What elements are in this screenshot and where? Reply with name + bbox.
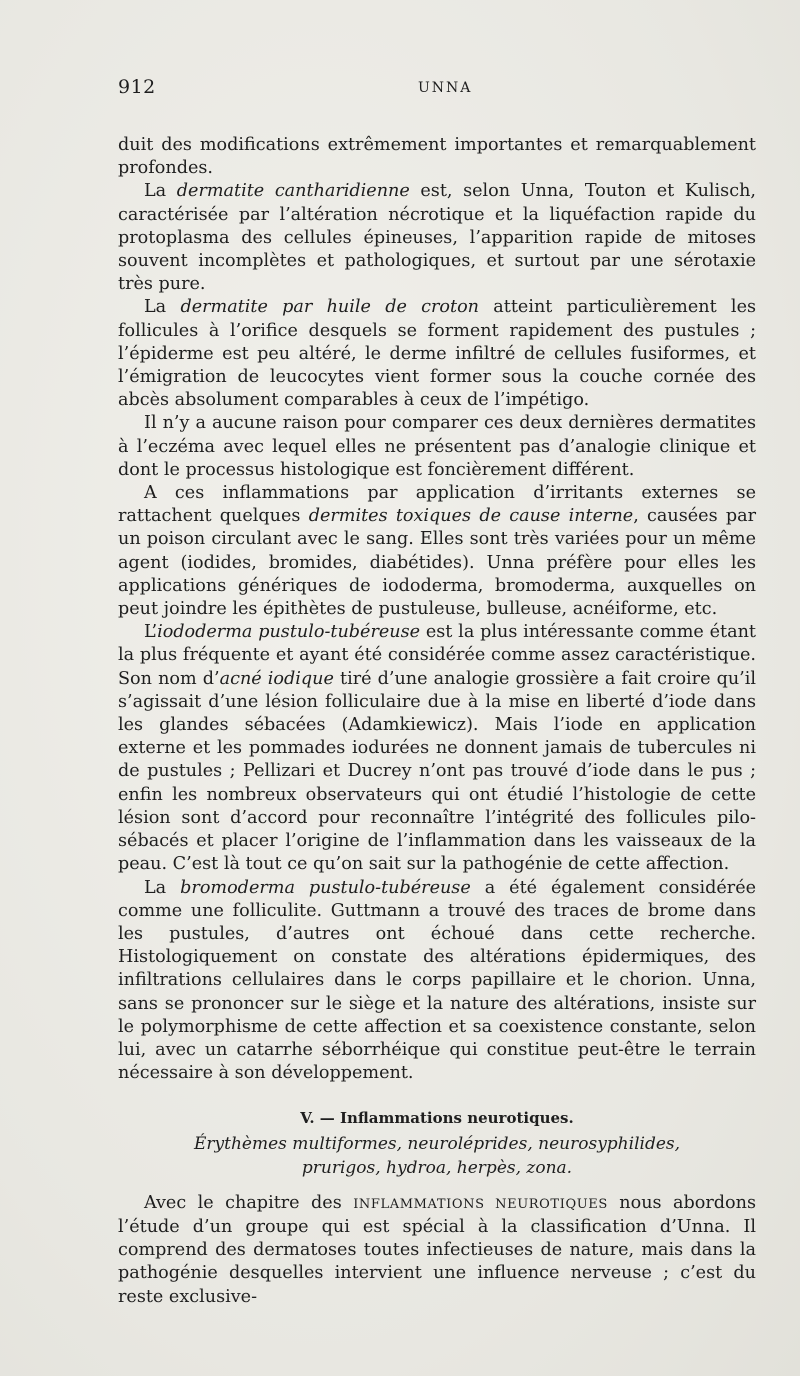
paragraph-text: Il n’y a aucune raison pour comparer ces deux dernières dermatites à l’eczéma avec lequel elles ne présentent pas d’analogie clinique et dont le processus histologique est foncièrement différent.: [118, 413, 756, 480]
section-subtitle: Érythèmes multiformes, neuroléprides, neurosyphilides, prurigos, hydroa, herpès, zona.: [193, 1134, 681, 1178]
paragraph: [118, 1192, 756, 1309]
italic-term: acné iodique: [219, 668, 334, 689]
italic-term: dermatite cantharidienne: [176, 181, 410, 202]
small-caps-term: INFLAMMATIONS NEUROTIQUES: [353, 1196, 608, 1212]
italic-term: bromoderma pustulo-tubéreuse: [180, 877, 471, 898]
paragraph-text: A ces inflammations par application d’irritants externes se rattachent quelques: [118, 483, 756, 527]
paragraph: [118, 412, 756, 482]
italic-term: dermites toxiques de cause interne: [308, 506, 634, 527]
italic-term: dermatite par huile de croton: [180, 297, 480, 318]
page-number: 912: [118, 76, 156, 98]
paragraph-text: a été également considérée comme une folliculite. Guttmann a trouvé des traces de brome dans les pustules, d’autres ont échoué dans cette recherche. Histologiquement on constate des altérations épidermiques, des infiltrations cellulaires dans le corps papillaire et le chorion. Unna, sans se prononcer sur le siège et la nature des altérations, insiste sur le polymorphisme de cette affection et sa coexistence constante, selon lui, avec un catarrhe séborrhéique qui constitue peut-être le terrain nécessaire à son développement.: [118, 877, 757, 1084]
running-head: UNNA: [418, 80, 473, 96]
paragraph-text: nous abordons l’étude d’un groupe qui est spécial à la classification d’Unna. Il comprend des dermatoses toutes infectieuses de nature, mais dans la pathogénie desquelles intervient une influence nerveuse ; c’est du reste exclusive-: [118, 1192, 757, 1307]
paragraph-text: est la plus intéressante comme étant la plus fréquente et ayant été considérée comme assez caractéristique. Son nom d’: [118, 622, 756, 689]
paragraph: [118, 296, 756, 412]
paragraph-text: La: [144, 877, 181, 898]
paragraph: [118, 482, 756, 621]
paragraph-text: tiré d’une analogie grossière a fait croire qu’il s’agissait d’une lésion folliculaire due à la mise en liberté d’iode dans les glandes sébacées (Adamkiewicz). Mais l’iode en application externe et les pommades iodurées ne donnent jamais de tubercules ni de pustules ; Pellizari et Ducrey n’ont pas trouvé d’iode dans le pus ; enfin les nombreux observateurs qui ont étudié l’histologie de cette lésion sont d’accord pour reconnaître l’intégrité des follicules pilo-sébacés et placer l’origine de l’inflammation dans les vaisseaux de la peau. C’est là tout ce qu’on sait sur la pathogénie de cette affection.: [118, 668, 757, 875]
paragraph-text: atteint particulièrement les follicules à l’orifice desquels se forment rapidement des pustules ; l’épiderme est peu altéré, le derme infiltré de cellules fusiformes, et l’émigration de leucocytes vient former sous la couche cornée des abcès absolument comparables à ceux de l’impétigo.: [118, 297, 757, 411]
paragraph: [118, 877, 756, 1086]
paragraph-text: La: [144, 297, 181, 318]
body-text: [118, 134, 756, 1309]
page-header: [118, 76, 758, 104]
paragraph-text: Avec le chapitre des: [144, 1192, 354, 1213]
paragraph-text: L’: [144, 622, 158, 643]
italic-term: iododerma pustulo-tubéreuse: [157, 622, 421, 643]
paragraph-text: La: [144, 181, 177, 202]
paragraph: [118, 180, 756, 296]
section-title: V. — Inflammations neurotiques.: [300, 1109, 574, 1128]
paragraph-text: , causées par un poison circulant avec le sang. Elles sont très variées pour un même agent (iodides, bromides, diabétides). Unna préfère pour elles les applications génériques de iododerma, bromoderma, auxquelles on peut joindre les épithètes de pustuleuse, bulleuse, acnéiforme, etc.: [118, 506, 756, 620]
paragraph: [118, 621, 756, 876]
paragraph-text: duit des modifications extrêmement importantes et remarquablement profondes.: [118, 135, 756, 179]
paragraph: [118, 134, 756, 180]
paragraph-text: est, selon Unna, Touton et Kulisch, caractérisée par l’altération nécrotique et la liquéfaction rapide du protoplasma des cellules épineuses, l’apparition rapide de mitoses souvent incomplètes et pathologiques, et surtout par une sérotaxie très pure.: [118, 181, 756, 295]
